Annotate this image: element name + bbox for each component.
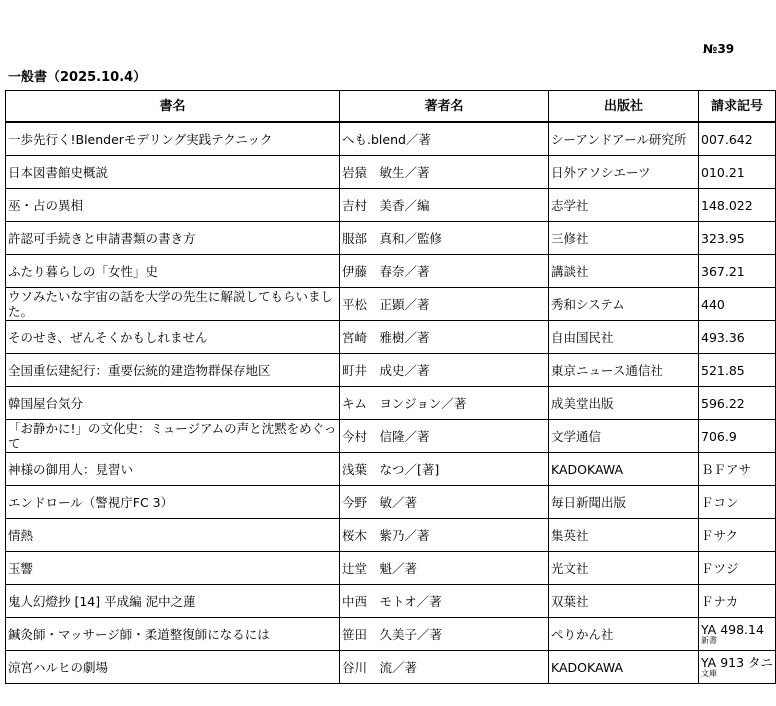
book-title: 涼宮ハルヒの劇場 xyxy=(6,651,340,684)
table-header-row xyxy=(6,91,776,123)
call-number-shelf: 文庫 xyxy=(701,668,717,678)
book-publisher: 三修社 xyxy=(549,222,699,255)
table-row xyxy=(6,453,776,486)
book-call-number: 323.95 xyxy=(699,222,776,255)
book-author: 今野 敏／著 xyxy=(340,486,549,519)
table-row xyxy=(6,387,776,420)
book-author: 桜木 紫乃／著 xyxy=(340,519,549,552)
book-author: 服部 真和／監修 xyxy=(340,222,549,255)
book-publisher: 自由国民社 xyxy=(549,321,699,354)
book-title: 鬼人幻燈抄 [14] 平成編 泥中之蓮 xyxy=(6,585,340,618)
book-publisher: KADOKAWA xyxy=(549,453,699,486)
book-author: 谷川 流／著 xyxy=(340,651,549,684)
book-author: 吉村 美香／編 xyxy=(340,189,549,222)
book-title: 「お静かに!」の文化史：ミュージアムの声と沈黙をめぐって xyxy=(6,420,340,453)
book-publisher: 成美堂出版 xyxy=(549,387,699,420)
book-publisher: 毎日新聞出版 xyxy=(549,486,699,519)
book-author: 伊藤 春奈／著 xyxy=(340,255,549,288)
book-list-table xyxy=(5,90,776,684)
book-author: 辻堂 魁／著 xyxy=(340,552,549,585)
book-publisher: 文学通信 xyxy=(549,420,699,453)
call-number-main: YA 498.14 xyxy=(701,621,764,637)
table-row xyxy=(6,585,776,618)
table-row xyxy=(6,122,776,156)
book-call-number: 007.642 xyxy=(699,122,776,156)
book-call-number: 148.022 xyxy=(699,189,776,222)
book-call-number: ＢＦアサ xyxy=(699,453,776,486)
table-row xyxy=(6,651,776,684)
book-author: 今村 信隆／著 xyxy=(340,420,549,453)
book-author: へも.blend／著 xyxy=(340,122,549,156)
book-author: 笹田 久美子／著 xyxy=(340,618,549,651)
table-row xyxy=(6,255,776,288)
table-row xyxy=(6,420,776,453)
book-author: 平松 正顕／著 xyxy=(340,288,549,321)
book-title: 日本図書館史概説 xyxy=(6,156,340,189)
book-call-number: 010.21 xyxy=(699,156,776,189)
document-number: №39 xyxy=(703,42,735,56)
book-call-number: Ｆナカ xyxy=(699,585,776,618)
book-call-number: 440 xyxy=(699,288,776,321)
book-publisher: 日外アソシエーツ xyxy=(549,156,699,189)
column-header-author: 著者名 xyxy=(340,91,549,123)
book-title: 鍼灸師・マッサージ師・柔道整復師になるには xyxy=(6,618,340,651)
table-row xyxy=(6,486,776,519)
book-call-number xyxy=(699,618,776,651)
column-header-title: 書名 xyxy=(6,91,340,123)
book-publisher: 講談社 xyxy=(549,255,699,288)
book-call-number: 367.21 xyxy=(699,255,776,288)
column-header-call-number: 請求記号 xyxy=(699,91,776,123)
book-call-number: 596.22 xyxy=(699,387,776,420)
book-title: 韓国屋台気分 xyxy=(6,387,340,420)
book-publisher: シーアンドアール研究所 xyxy=(549,122,699,156)
book-title: 巫・占の異相 xyxy=(6,189,340,222)
book-author: 中西 モトオ／著 xyxy=(340,585,549,618)
book-call-number: 706.9 xyxy=(699,420,776,453)
book-author: 岩猿 敏生／著 xyxy=(340,156,549,189)
table-row xyxy=(6,321,776,354)
book-publisher: 集英社 xyxy=(549,519,699,552)
book-publisher: KADOKAWA xyxy=(549,651,699,684)
book-publisher: 双葉社 xyxy=(549,585,699,618)
call-number-shelf: 新書 xyxy=(701,635,717,645)
book-author: 浅葉 なつ／[著] xyxy=(340,453,549,486)
table-row xyxy=(6,156,776,189)
book-call-number: Ｆサク xyxy=(699,519,776,552)
book-author: 町井 成史／著 xyxy=(340,354,549,387)
table-row xyxy=(6,288,776,321)
call-number-main: YA 913 タニ xyxy=(701,654,774,670)
book-title: ふたり暮らしの「女性」史 xyxy=(6,255,340,288)
book-title: 情熱 xyxy=(6,519,340,552)
book-call-number: 493.36 xyxy=(699,321,776,354)
table-row xyxy=(6,618,776,651)
table-row xyxy=(6,189,776,222)
table-row xyxy=(6,222,776,255)
book-author: 宮崎 雅樹／著 xyxy=(340,321,549,354)
book-publisher: ぺりかん社 xyxy=(549,618,699,651)
book-title: 神様の御用人：見習い xyxy=(6,453,340,486)
book-title: 許認可手続きと申請書類の書き方 xyxy=(6,222,340,255)
book-publisher: 志学社 xyxy=(549,189,699,222)
book-publisher: 秀和システム xyxy=(549,288,699,321)
list-heading: 一般書（2025.10.4） xyxy=(8,70,147,85)
table-row xyxy=(6,354,776,387)
column-header-publisher: 出版社 xyxy=(549,91,699,123)
book-call-number: Ｆコン xyxy=(699,486,776,519)
table-row xyxy=(6,519,776,552)
book-title: 玉響 xyxy=(6,552,340,585)
book-publisher: 光文社 xyxy=(549,552,699,585)
book-title: ウソみたいな宇宙の話を大学の先生に解説してもらいました。 xyxy=(6,288,340,321)
book-call-number: 521.85 xyxy=(699,354,776,387)
table-row xyxy=(6,552,776,585)
book-title: そのせき、ぜんそくかもしれません xyxy=(6,321,340,354)
book-call-number xyxy=(699,651,776,684)
book-title: エンドロール（警視庁FC 3） xyxy=(6,486,340,519)
book-author: キム ヨンジョン／著 xyxy=(340,387,549,420)
book-title: 一歩先行く!Blenderモデリング実践テクニック xyxy=(6,122,340,156)
book-title: 全国重伝建紀行：重要伝統的建造物群保存地区 xyxy=(6,354,340,387)
book-publisher: 東京ニュース通信社 xyxy=(549,354,699,387)
book-call-number: Ｆツジ xyxy=(699,552,776,585)
